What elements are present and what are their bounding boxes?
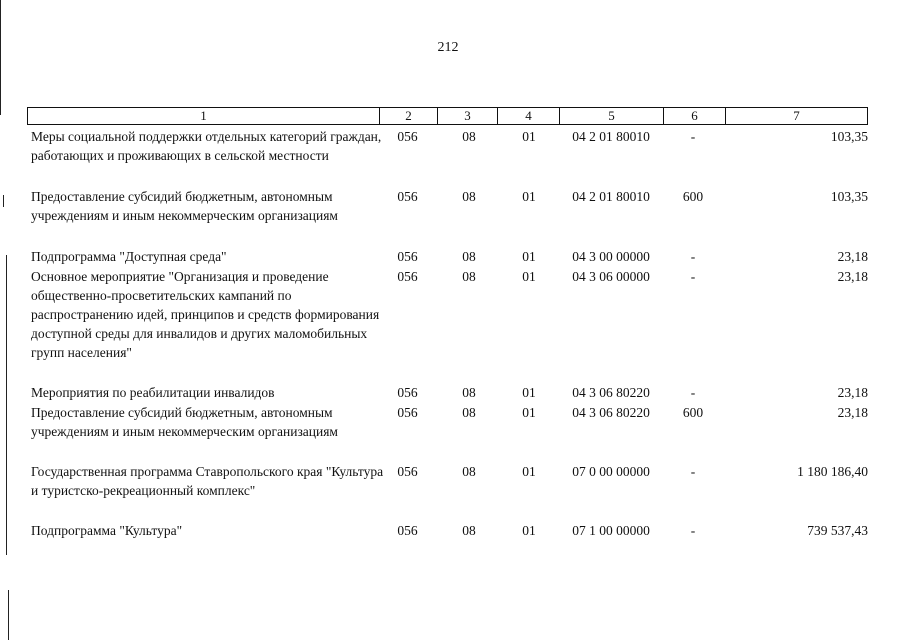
row-col-4: 01 <box>522 464 536 479</box>
row-col-7: 1 180 186,40 <box>797 464 868 479</box>
row-col-6: 600 <box>682 405 704 420</box>
row-col-4: 01 <box>522 385 536 400</box>
header-col-3: 3 <box>438 108 498 124</box>
row-col-6: - <box>690 464 696 479</box>
row-col-4: 01 <box>522 129 536 144</box>
row-name: Предоставление субсидий бюджетным, автономным учреждениям и иным некоммерческим организациям <box>31 405 338 439</box>
row-col-3: 08 <box>462 385 476 400</box>
row-col-3: 08 <box>462 189 476 204</box>
row-col-7: 103,35 <box>830 129 868 144</box>
row-col-6: - <box>690 523 696 538</box>
row-col-5: 04 2 01 80010 <box>572 129 650 144</box>
row-col-4: 01 <box>522 405 536 420</box>
header-col-1: 1 <box>28 108 380 124</box>
row-col-3: 08 <box>462 523 476 538</box>
row-name: Государственная программа Ставропольского края "Культура и туристско-рекреационный комплекс" <box>31 464 384 498</box>
row-col-7: 739 537,43 <box>807 523 868 538</box>
left-margin-line-bottom <box>8 590 9 640</box>
header-col-4: 4 <box>498 108 560 124</box>
row-col-5: 07 1 00 00000 <box>572 523 650 538</box>
row-col-5: 04 3 06 00000 <box>572 269 650 284</box>
row-col-4: 01 <box>522 269 536 284</box>
row-col-4: 01 <box>522 523 536 538</box>
row-col-2: 056 <box>397 405 418 420</box>
row-col-3: 08 <box>462 129 476 144</box>
row-col-7: 23,18 <box>837 385 868 400</box>
row-col-5: 04 3 06 80220 <box>572 405 650 420</box>
left-margin-line <box>0 0 1 115</box>
header-col-2: 2 <box>380 108 438 124</box>
row-col-2: 056 <box>397 385 418 400</box>
row-col-3: 08 <box>462 269 476 284</box>
header-col-6: 6 <box>664 108 726 124</box>
row-col-5: 07 0 00 00000 <box>572 464 650 479</box>
row-col-3: 08 <box>462 464 476 479</box>
row-name: Основное мероприятие "Организация и проведение общественно-просветительских кампаний по распространению идей, принципов и средств формирования доступной среды для инвалидов и других маломобильных групп населения" <box>31 269 380 360</box>
row-col-4: 01 <box>522 189 536 204</box>
row-col-2: 056 <box>397 464 418 479</box>
row-col-5: 04 2 01 80010 <box>572 189 650 204</box>
row-name: Подпрограмма "Доступная среда" <box>31 249 227 264</box>
row-col-6: 600 <box>682 189 704 204</box>
table-header <box>27 107 868 125</box>
header-col-7: 7 <box>793 108 800 123</box>
row-col-7: 23,18 <box>837 249 868 264</box>
row-col-7: 23,18 <box>837 269 868 284</box>
row-name: Предоставление субсидий бюджетным, автономным учреждениям и иным некоммерческим организациям <box>31 189 338 223</box>
row-col-3: 08 <box>462 405 476 420</box>
row-col-5: 04 3 00 00000 <box>572 249 650 264</box>
page-number: 212 <box>437 40 459 55</box>
row-col-2: 056 <box>397 249 418 264</box>
row-col-2: 056 <box>397 269 418 284</box>
left-margin-mark <box>3 195 4 207</box>
row-col-6: - <box>690 269 696 284</box>
row-col-4: 01 <box>522 249 536 264</box>
row-col-5: 04 3 06 80220 <box>572 385 650 400</box>
row-col-6: - <box>690 249 696 264</box>
row-col-2: 056 <box>397 129 418 144</box>
row-col-7: 23,18 <box>837 405 868 420</box>
row-name: Меры социальной поддержки отдельных категорий граждан, работающих и проживающих в сельской местности <box>31 129 382 163</box>
left-margin-line-lower <box>6 255 7 555</box>
row-col-6: - <box>690 385 696 400</box>
row-col-3: 08 <box>462 249 476 264</box>
row-col-6: - <box>690 129 696 144</box>
row-name: Мероприятия по реабилитации инвалидов <box>31 385 275 400</box>
row-col-2: 056 <box>397 189 418 204</box>
header-col-5: 5 <box>560 108 664 124</box>
row-name: Подпрограмма "Культура" <box>31 523 183 538</box>
row-col-2: 056 <box>397 523 418 538</box>
row-col-7: 103,35 <box>830 189 868 204</box>
